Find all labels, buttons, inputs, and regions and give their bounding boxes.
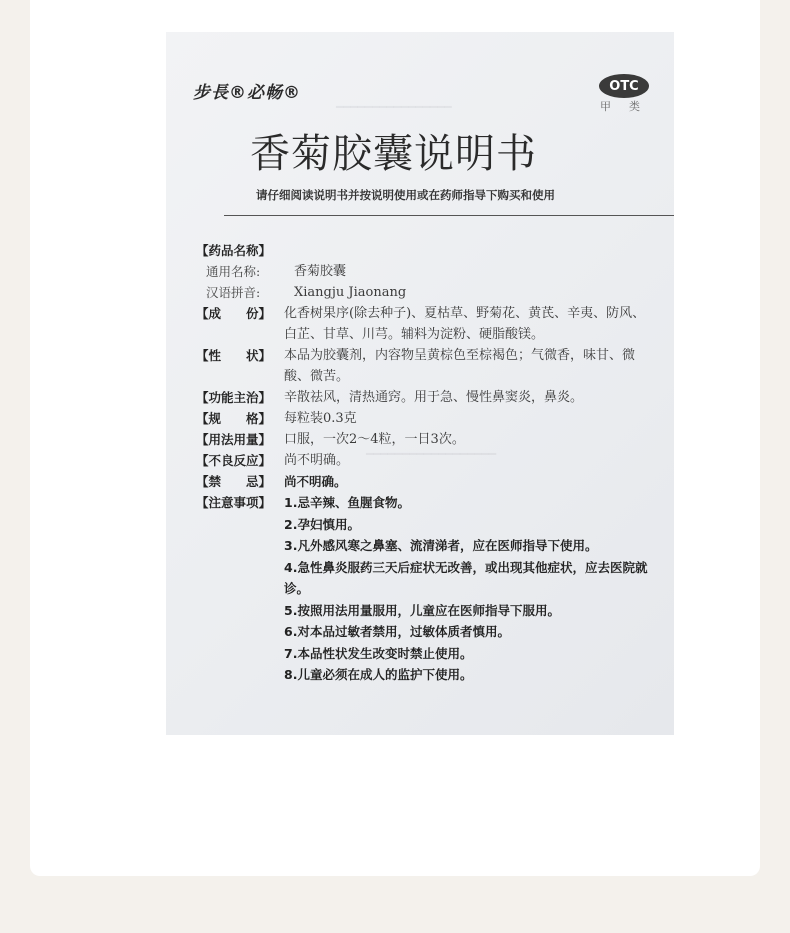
note-item: 3.凡外感风寒之鼻塞、流清涕者，应在医师指导下使用。: [284, 538, 598, 553]
usage-row: [196, 429, 656, 450]
leaflet-body: [196, 240, 656, 686]
pinyin-row: [196, 282, 656, 303]
note-item: 4.急性鼻炎服药三天后症状无改善，或出现其他症状，应去医院就诊。: [284, 559, 648, 596]
section-label: 【成 份】: [196, 306, 272, 321]
common-name-row: [196, 261, 656, 282]
section-label: 【规 格】: [196, 411, 272, 426]
usage-value: 口服，一次2～4粒，一日3次。: [284, 432, 465, 447]
properties-value: 本品为胶囊剂，内容物呈黄棕色至棕褐色；气微香，味甘、微酸、微苦。: [284, 348, 636, 384]
common-name-value: 香菊胶囊: [294, 264, 347, 279]
brand-logo: 步長®必畅®: [193, 83, 301, 103]
product-leaflet-image: [166, 32, 674, 735]
note-item: 6.对本品过敏者禁用，过敏体质者慎用。: [284, 624, 510, 639]
otc-badge: OTC: [599, 74, 649, 98]
pinyin-value: Xiangju Jiaonang: [294, 285, 407, 300]
section-label: 【不良反应】: [196, 453, 272, 468]
contra-row: [196, 471, 656, 492]
note-item: 8.儿童必须在成人的监护下使用。: [284, 667, 473, 682]
section-label: 【禁 忌】: [196, 474, 272, 489]
spec-value: 每粒装0.3克: [284, 411, 357, 426]
divider: [224, 215, 674, 216]
otc-class-label: 甲类: [600, 100, 658, 113]
section-label: 【性 状】: [196, 348, 272, 363]
indications-value: 辛散祛风，清热通窍。用于急、慢性鼻窦炎，鼻炎。: [284, 390, 584, 405]
section-label: 【用法用量】: [196, 432, 272, 447]
adverse-value: 尚不明确。: [284, 453, 350, 468]
show-through-text: ━━━━━━━━━━━━━━━━: [336, 100, 452, 114]
section-label: 【注意事项】: [196, 495, 272, 510]
note-item: 2.孕妇慎用。: [284, 516, 360, 532]
section-label: 汉语拼音:: [206, 285, 261, 300]
section-label: 【功能主治】: [196, 390, 272, 405]
ingredients-row: [196, 303, 656, 345]
show-through-text: ━━━━━━━━━━━━━━━━━━: [366, 447, 497, 461]
note-item: 5.按照用法用量服用，儿童应在医师指导下服用。: [284, 602, 560, 618]
leaflet-title: 香菊胶囊说明书: [250, 131, 537, 177]
spec-row: [196, 408, 656, 429]
note-item: 7.本品性状发生改变时禁止使用。: [284, 645, 473, 661]
indications-row: [196, 387, 656, 408]
notes-row: [196, 492, 656, 686]
leaflet-subtitle: 请仔细阅读说明书并按说明使用或在药师指导下购买和使用: [256, 188, 555, 202]
section-label: 通用名称:: [206, 264, 261, 279]
note-item: 1.忌辛辣、鱼腥食物。: [284, 495, 410, 510]
contra-value: 尚不明确。: [284, 474, 347, 489]
notes-list: [284, 492, 656, 686]
ingredients-value: 化香树果序(除去种子)、夏枯草、野菊花、黄芪、辛夷、防风、白芷、甘草、川芎。辅料为淀粉、硬脂酸镁。: [284, 306, 646, 342]
properties-row: [196, 345, 656, 387]
drug-name-row: [196, 240, 656, 261]
section-label: 【药品名称】: [196, 243, 272, 258]
adverse-row: [196, 450, 656, 471]
